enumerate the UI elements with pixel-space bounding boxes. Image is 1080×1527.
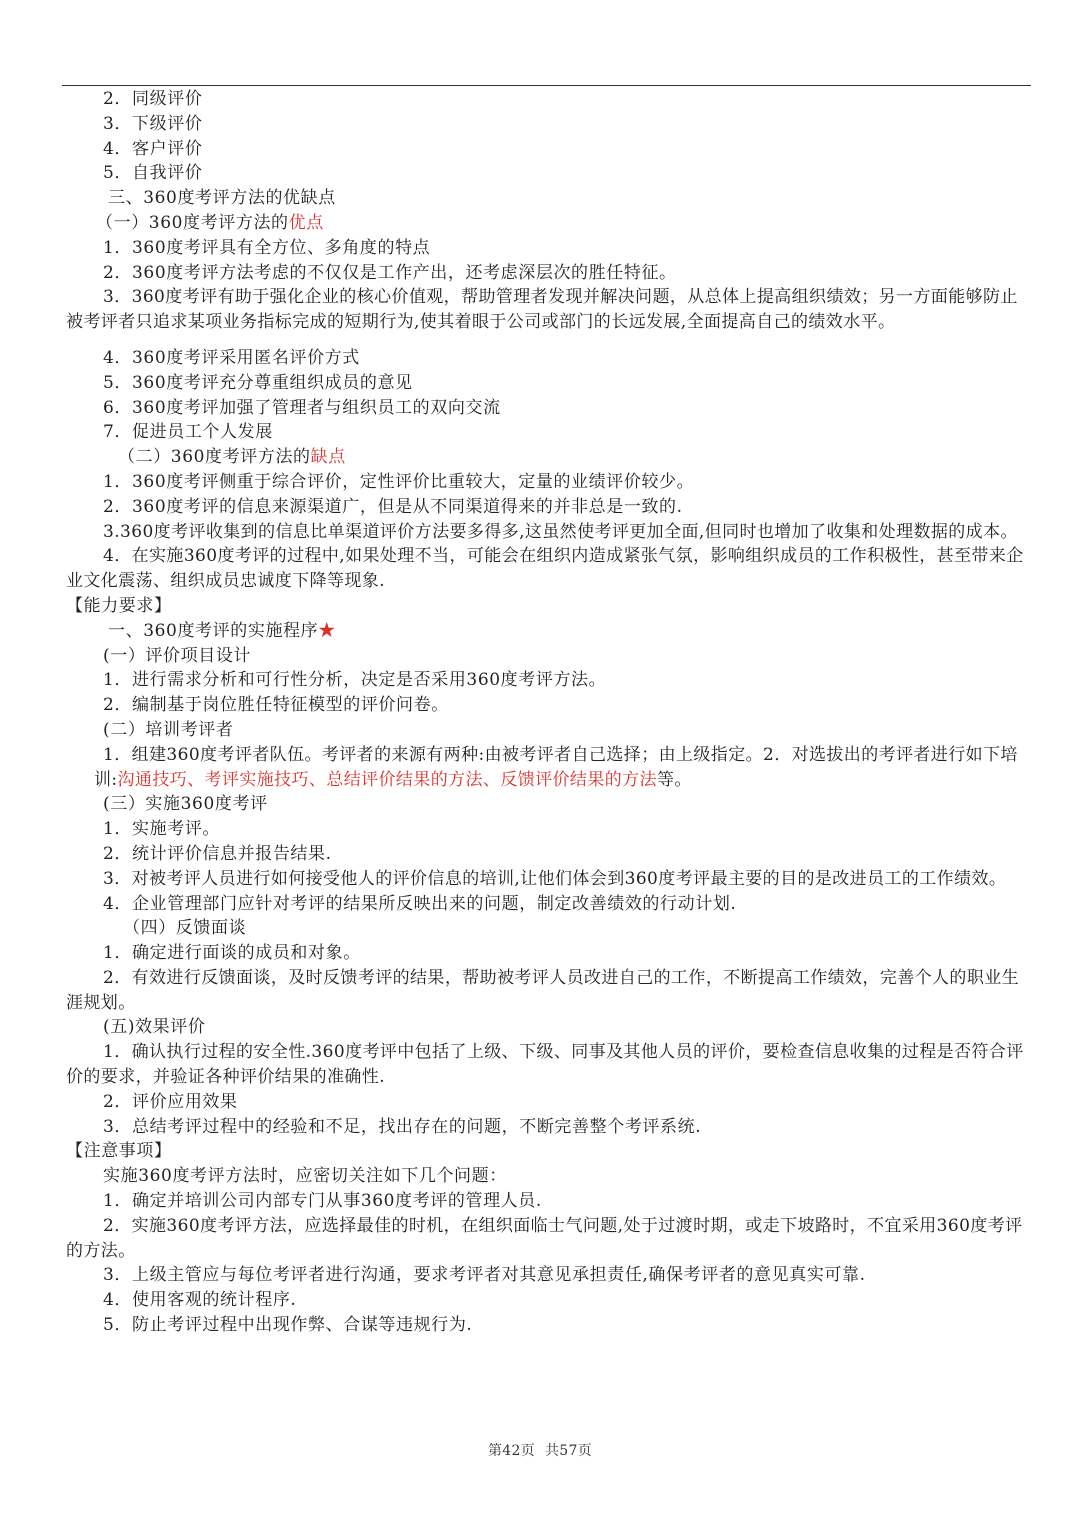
list-item: 1．确定进行面谈的成员和对象。 bbox=[103, 943, 361, 964]
paragraph: 2．实施360度考评方法，应选择最佳的时机，在组织面临士气问题,处于过渡时期，或走下坡路时，不宜采用360度考评的方法。 bbox=[66, 1215, 1023, 1261]
subsection-heading-text: （二）360度考评方法的 bbox=[118, 447, 311, 468]
highlight-text: 优点 bbox=[288, 212, 324, 233]
page-number: 第42页 bbox=[487, 1443, 535, 1459]
section-title: 【注意事项】 bbox=[66, 1141, 172, 1162]
section-title: 【能力要求】 bbox=[66, 595, 172, 616]
list-item: 7．促进员工个人发展 bbox=[103, 422, 273, 443]
star-icon: ★ bbox=[318, 620, 336, 641]
list-item: 4．企业管理部门应针对考评的结果所反映出来的问题，制定改善绩效的行动计划. bbox=[103, 893, 737, 914]
subsection-heading: (二）培训考评者 bbox=[103, 719, 234, 740]
subsection-heading: （四）反馈面谈 bbox=[123, 918, 247, 939]
paragraph-text: 1．组建360度考评者队伍。考评者的来源有两种:由被考评者自己选择；由上级指定。2．对选拔出的考评者进行如下培训: bbox=[94, 744, 1018, 790]
list-item: 2．编制基于岗位胜任特征模型的评价问卷。 bbox=[103, 695, 449, 716]
paragraph-text-end: 等。 bbox=[656, 769, 692, 790]
list-item: 3．下级评价 bbox=[103, 113, 203, 134]
list-item: 4．客户评价 bbox=[103, 138, 203, 159]
highlight-text: 缺点 bbox=[310, 447, 346, 468]
paragraph: 4．在实施360度考评的过程中,如果处理不当，可能会在组织内造成紧张气氛，影响组织成员的工作积极性，甚至带来企业文化震荡、组织成员忠诚度下降等现象. bbox=[66, 546, 1024, 592]
paragraph: 3．360度考评有助于强化企业的核心价值观，帮助管理者发现并解决问题，从总体上提高组织绩效；另一方面能够防止被考评者只追求某项业务指标完成的短期行为,使其着眼于公司或部门的长远发展,全面提高自己的绩效水平。 bbox=[66, 287, 1018, 333]
section-heading-text: 一、360度考评的实施程序 bbox=[108, 620, 319, 641]
list-item: 1．360度考评具有全方位、多角度的特点 bbox=[103, 237, 431, 258]
page-total: 共57页 bbox=[545, 1443, 593, 1459]
subsection-heading-text: （一）360度考评方法的 bbox=[96, 212, 289, 233]
spacer bbox=[66, 335, 1030, 346]
subsection-heading: (五)效果评价 bbox=[103, 1017, 206, 1038]
list-item: 3．总结考评过程中的经验和不足，找出存在的问题，不断完善整个考评系统. bbox=[103, 1116, 702, 1137]
list-item: 5．自我评价 bbox=[103, 163, 203, 184]
subsection-heading: (一）评价项目设计 bbox=[103, 645, 252, 666]
paragraph: 2．有效进行反馈面谈，及时反馈考评的结果，帮助被考评人员改进自己的工作，不断提高工作绩效，完善个人的职业生涯规划。 bbox=[66, 967, 1020, 1013]
list-item: 2．360度考评方法考虑的不仅仅是工作产出，还考虑深层次的胜任特征。 bbox=[103, 262, 677, 283]
list-item: 6．360度考评加强了管理者与组织员工的双向交流 bbox=[103, 397, 501, 418]
document-body bbox=[66, 87, 1030, 1338]
list-item: 2．统计评价信息并报告结果. bbox=[103, 843, 332, 864]
list-item: 4．使用客观的统计程序. bbox=[103, 1290, 297, 1311]
section-heading bbox=[66, 619, 1030, 644]
list-item: 3．上级主管应与每位考评者进行沟通，要求考评者对其意见承担责任,确保考评者的意见真实可靠. bbox=[103, 1265, 866, 1286]
intro-text: 实施360度考评方法时，应密切关注如下几个问题： bbox=[103, 1166, 507, 1187]
subsection-heading bbox=[66, 211, 1030, 236]
paragraph bbox=[66, 743, 1030, 793]
subsection-heading: (三）实施360度考评 bbox=[103, 794, 268, 815]
list-item: 5．防止考评过程中出现作弊、合谋等违规行为. bbox=[103, 1315, 473, 1336]
list-item: 1．360度考评侧重于综合评价，定性评价比重较大，定量的业绩评价较少。 bbox=[103, 471, 695, 492]
list-item: 1．进行需求分析和可行性分析，决定是否采用360度考评方法。 bbox=[103, 670, 607, 691]
list-item: 5．360度考评充分尊重组织成员的意见 bbox=[103, 372, 413, 393]
section-heading: 三、360度考评方法的优缺点 bbox=[108, 188, 336, 209]
list-item: 2．同级评价 bbox=[103, 89, 203, 109]
paragraph: 1．确认执行过程的安全性.360度考评中包括了上级、下级、同事及其他人员的评价，要检查信息收集的过程是否符合评价的要求，并验证各种评价结果的准确性. bbox=[66, 1042, 1024, 1088]
list-item: 4．360度考评采用匿名评价方式 bbox=[103, 347, 360, 368]
page-footer bbox=[0, 1440, 1080, 1460]
list-item: 2．360度考评的信息来源渠道广，但是从不同渠道得来的并非总是一致的. bbox=[103, 496, 683, 517]
subsection-heading bbox=[66, 445, 1030, 470]
paragraph: 3．对被考评人员进行如何接受他人的评价信息的培训,让他们体会到360度考评最主要的目的是改进员工的工作绩效。 bbox=[103, 868, 1007, 889]
paragraph: 3.360度考评收集到的信息比单渠道评价方法要多得多,这虽然使考评更加全面,但同时也增加了收集和处理数据的成本。 bbox=[103, 521, 1018, 542]
list-item: 1．实施考评。 bbox=[103, 819, 221, 840]
header-rule bbox=[62, 85, 1031, 86]
list-item: 2．评价应用效果 bbox=[103, 1091, 238, 1112]
highlight-text: 沟通技巧、考评实施技巧、总结评价结果的方法、反馈评价结果的方法 bbox=[117, 769, 657, 790]
list-item: 1．确定并培训公司内部专门从事360度考评的管理人员. bbox=[103, 1191, 542, 1212]
